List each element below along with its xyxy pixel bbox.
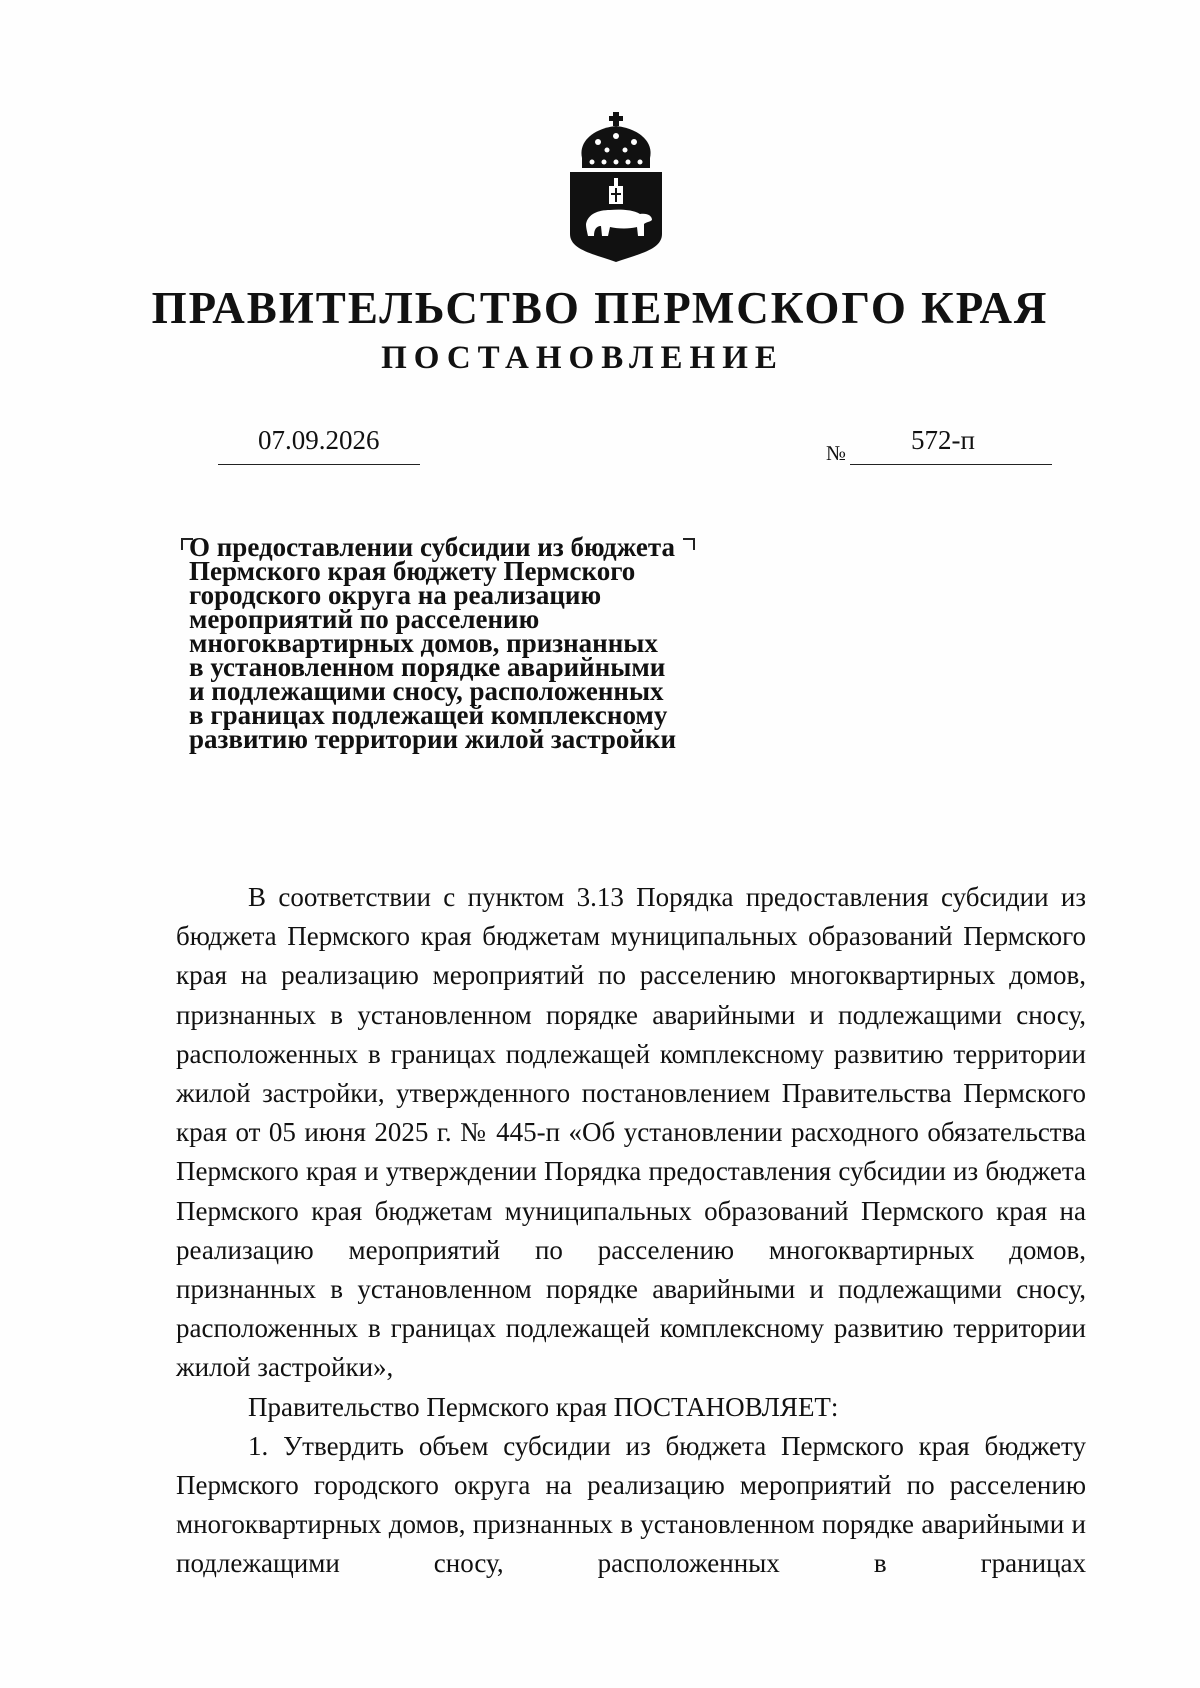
organization-title: ПРАВИТЕЛЬСТВО ПЕРМСКОГО КРАЯ: [151, 283, 1049, 333]
subject-line: развитию территории жилой застройки: [189, 724, 677, 754]
subject-line: в границах подлежащей комплексному: [189, 700, 668, 730]
subject-line: многоквартирных домов, признанных: [189, 628, 658, 658]
subject-line: в установленном порядке аварийными: [189, 652, 666, 682]
subject-line: Пермского края бюджету Пермского: [189, 556, 636, 586]
body-paragraph: В соответствии с пунктом 3.13 Порядка предоставления субсидии из бюджета Пермского края бюджетам муниципальных образований Пермского края на реализацию мероприятий по расселению многоквартирных домов, признанных в установленном порядке аварийными и подлежащими сносу, расположенных в границах подлежащей комплексному развитию территории жилой застройки, утвержденного постановлением Правительства Пермского края от 05 июня 2025 г. № 445-п «Об установлении расходного обязательства Пермского края и утверждении Порядка предоставления субсидии из бюджета Пермского края бюджетам муниципальных образований Пермского края на реализацию мероприятий по расселению многоквартирных домов, признанных в установленном порядке аварийными и подлежащими сносу, расположенных в границах подлежащей комплексному развитию территории жилой застройки»,: [176, 882, 1086, 1383]
body-paragraph: Правительство Пермского края ПОСТАНОВЛЯЕТ:: [248, 1391, 839, 1422]
body-paragraph: 1. Утвердить объем субсидии из бюджета Пермского края бюджету Пермского городского округа на реализацию мероприятий по расселению многоквартирных домов, признанных в установленном порядке аварийными и подлежащими сносу, расположенных в границах: [176, 1430, 1086, 1579]
document-number: 572-п: [911, 425, 975, 455]
number-field: [850, 420, 1052, 465]
subject-line: мероприятий по расселению: [189, 604, 540, 634]
perm-krai-coat-of-arms-icon: [568, 112, 664, 264]
document-body: [176, 878, 1086, 1584]
subject-line: и подлежащими сносу, расположенных: [189, 676, 664, 706]
document-date: 07.09.2026: [258, 425, 380, 455]
subject-line: О предоставлении субсидии из бюджета: [189, 532, 675, 562]
subject-line: городского округа на реализацию: [189, 580, 602, 610]
number-label: №: [826, 441, 847, 465]
document-type: ПОСТАНОВЛЕНИЕ: [381, 340, 784, 376]
date-field: [218, 420, 420, 465]
document-subject: [189, 532, 709, 754]
